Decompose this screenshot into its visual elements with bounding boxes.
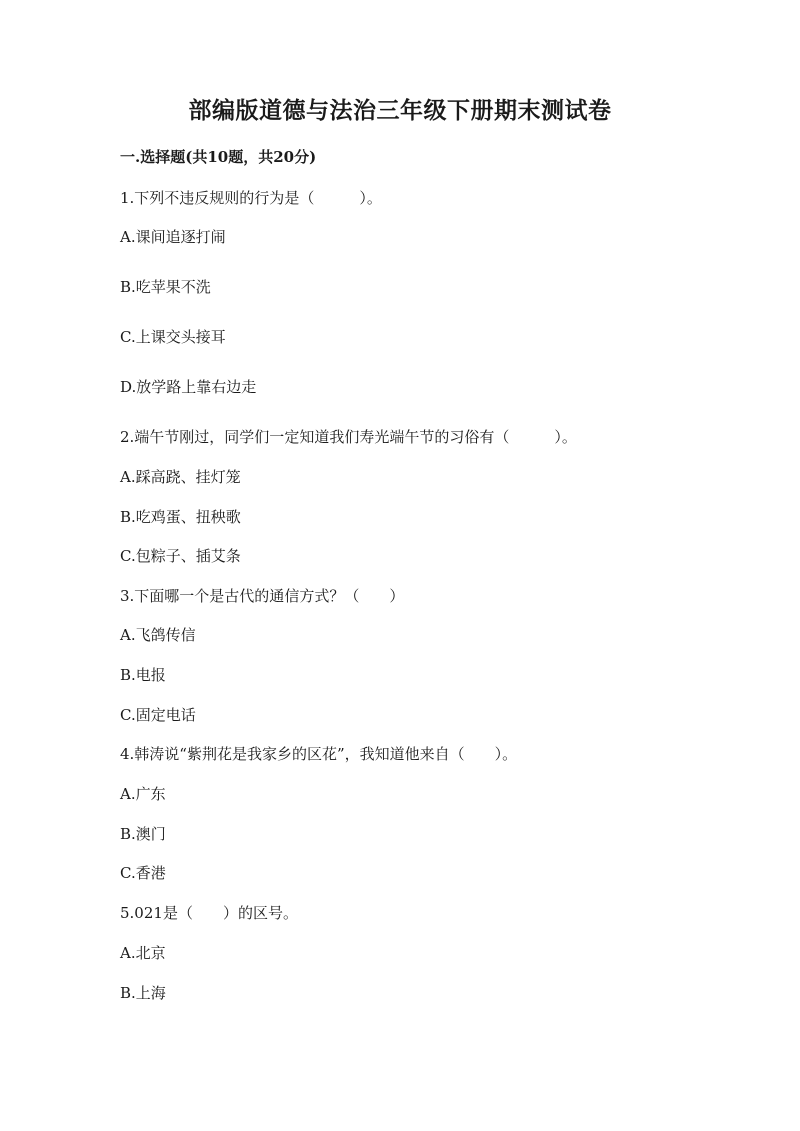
question-2-option-a: A.踩高跷、挂灯笼 — [120, 468, 241, 486]
question-4-option-b: B.澳门 — [120, 825, 166, 843]
question-5-option-b: B.上海 — [120, 984, 166, 1002]
question-2-option-b: B.吃鸡蛋、扭秧歌 — [120, 508, 241, 526]
section-heading: 一.选择题(共10题，共20分) — [120, 148, 317, 166]
question-4-option-a: A.广东 — [120, 785, 166, 803]
question-3-option-b: B.电报 — [120, 666, 166, 684]
question-1-option-d: D.放学路上靠右边走 — [120, 378, 257, 396]
question-2-option-c: C.包粽子、插艾条 — [120, 547, 241, 565]
question-5-option-a: A.北京 — [120, 944, 166, 962]
question-3-stem: 3.下面哪一个是古代的通信方式？（ ） — [120, 587, 405, 605]
question-4-option-c: C.香港 — [120, 864, 166, 882]
question-2-stem: 2.端午节刚过，同学们一定知道我们寿光端午节的习俗有（ ）。 — [120, 428, 577, 446]
question-1-stem: 1.下列不违反规则的行为是（ ）。 — [120, 189, 382, 207]
question-5-stem: 5.021是（ ）的区号。 — [120, 904, 298, 922]
question-1-option-b: B.吃苹果不洗 — [120, 278, 211, 296]
question-1-option-c: C.上课交头接耳 — [120, 328, 226, 346]
page-title: 部编版道德与法治三年级下册期末测试卷 — [188, 97, 612, 124]
question-4-stem: 4.韩涛说“紫荆花是我家乡的区花”，我知道他来自（ ）。 — [120, 745, 518, 763]
question-1-option-a: A.课间追逐打闹 — [120, 228, 226, 246]
question-3-option-c: C.固定电话 — [120, 706, 196, 724]
question-3-option-a: A.飞鸽传信 — [120, 626, 196, 644]
